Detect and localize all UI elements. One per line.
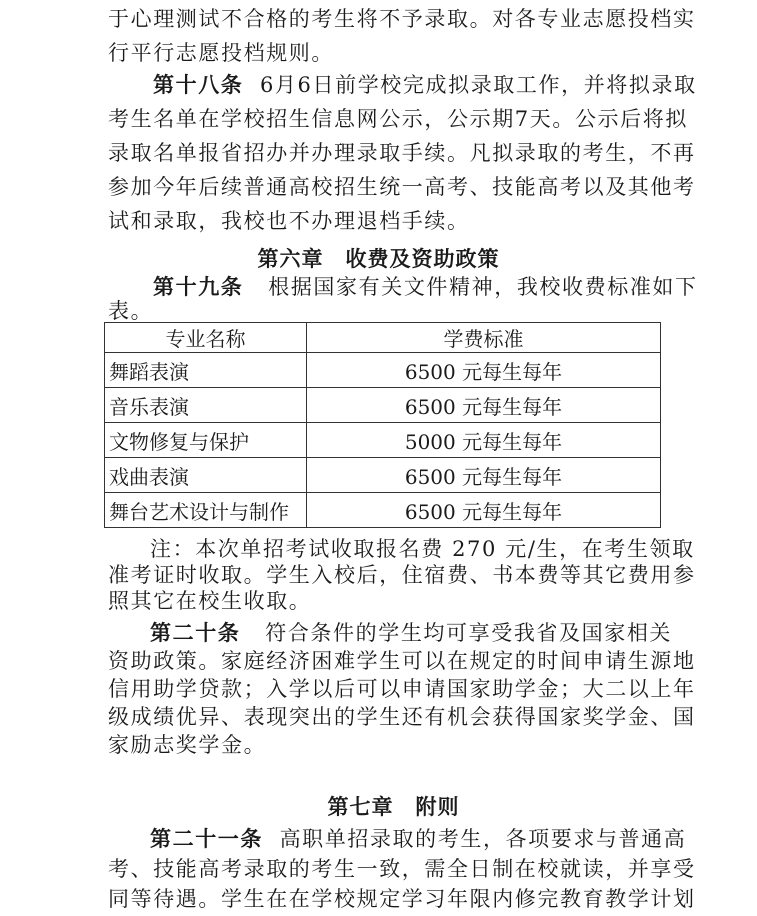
major-cell: 音乐表演 [105, 388, 307, 423]
intro-line-1: 于心理测试不合格的考生将不予录取。对各专业志愿投档实 [108, 7, 696, 31]
note-line-2: 准考证时收取。学生入校后，住宿费、书本费等其它费用参 [108, 563, 696, 587]
article-20-text-5: 家励志奖学金。 [108, 733, 267, 757]
article-18-label: 第十八条 [153, 72, 244, 97]
article-18-text-4: 参加今年后续普通高校招生统一高考、技能高考以及其他考 [108, 175, 696, 199]
article-18-text-1: 6月6日前学校完成拟录取工作，并将拟录取 [259, 73, 697, 97]
article-20-label: 第二十条 [150, 620, 241, 645]
chapter-7-heading: 第七章 附则 [327, 795, 460, 819]
article-20-text-3: 信用助学贷款；入学以后可以申请国家助学金；大二以上年 [108, 677, 696, 701]
article-21-label: 第二十一条 [150, 826, 263, 851]
major-cell: 文物修复与保护 [105, 423, 307, 458]
tuition-cell: 5000 元每生每年 [307, 423, 661, 458]
table-row [105, 458, 661, 493]
column-header-tuition: 学费标准 [307, 323, 661, 353]
note-line-1: 注：本次单招考试收取报名费 270 元/生，在考生领取 [150, 537, 695, 561]
note-line-3: 照其它在校生收取。 [108, 589, 312, 613]
table-row [105, 423, 661, 458]
article-19-label: 第十九条 [153, 274, 244, 299]
major-cell: 戏曲表演 [105, 458, 307, 493]
article-20-text-1: 符合条件的学生均可享受我省及国家相关 [265, 621, 673, 645]
tuition-cell: 6500 元每生每年 [307, 388, 661, 423]
table-row [105, 493, 661, 528]
major-cell: 舞蹈表演 [105, 353, 307, 388]
tuition-cell: 6500 元每生每年 [307, 353, 661, 388]
article-20-text-2: 资助政策。家庭经济困难学生可以在规定的时间申请生源地 [108, 649, 696, 673]
article-21-text-2: 考、技能高考录取的考生一致，需全日制在校就读，并享受 [108, 857, 696, 881]
article-20-first-line [150, 620, 673, 646]
article-18-text-2: 考生名单在学校招生信息网公示，公示期7天。公示后将拟 [108, 107, 688, 131]
intro-line-2: 行平行志愿投档规则。 [108, 41, 334, 65]
article-20-text-4: 级成绩优异、表现突出的学生还有机会获得国家奖学金、国 [108, 705, 696, 729]
table-row [105, 388, 661, 423]
article-19-text-1: 根据国家有关文件精神，我校收费标准如下 [268, 275, 698, 299]
article-21-first-line [150, 826, 687, 852]
article-18-first-line [153, 72, 697, 98]
tuition-cell: 6500 元每生每年 [307, 458, 661, 493]
column-header-major: 专业名称 [105, 323, 307, 353]
table-row [105, 353, 661, 388]
major-cell: 舞台艺术设计与制作 [105, 493, 307, 528]
chapter-6-heading: 第六章 收费及资助政策 [257, 247, 500, 271]
article-18-text-3: 录取名单报省招办并办理录取手续。凡拟录取的考生，不再 [108, 141, 696, 165]
tuition-cell: 6500 元每生每年 [307, 493, 661, 528]
fee-table [104, 322, 661, 528]
article-19-first-line [153, 274, 698, 300]
article-21-text-1: 高职单招录取的考生，各项要求与普通高 [279, 827, 687, 851]
fee-table-header-row [105, 323, 661, 353]
article-18-text-5: 试和录取，我校也不办理退档手续。 [108, 209, 470, 233]
article-19-text-2: 表。 [108, 299, 154, 323]
article-21-text-3: 同等待遇。学生在在学校规定学习年限内修完教育教学计划 [108, 887, 696, 911]
